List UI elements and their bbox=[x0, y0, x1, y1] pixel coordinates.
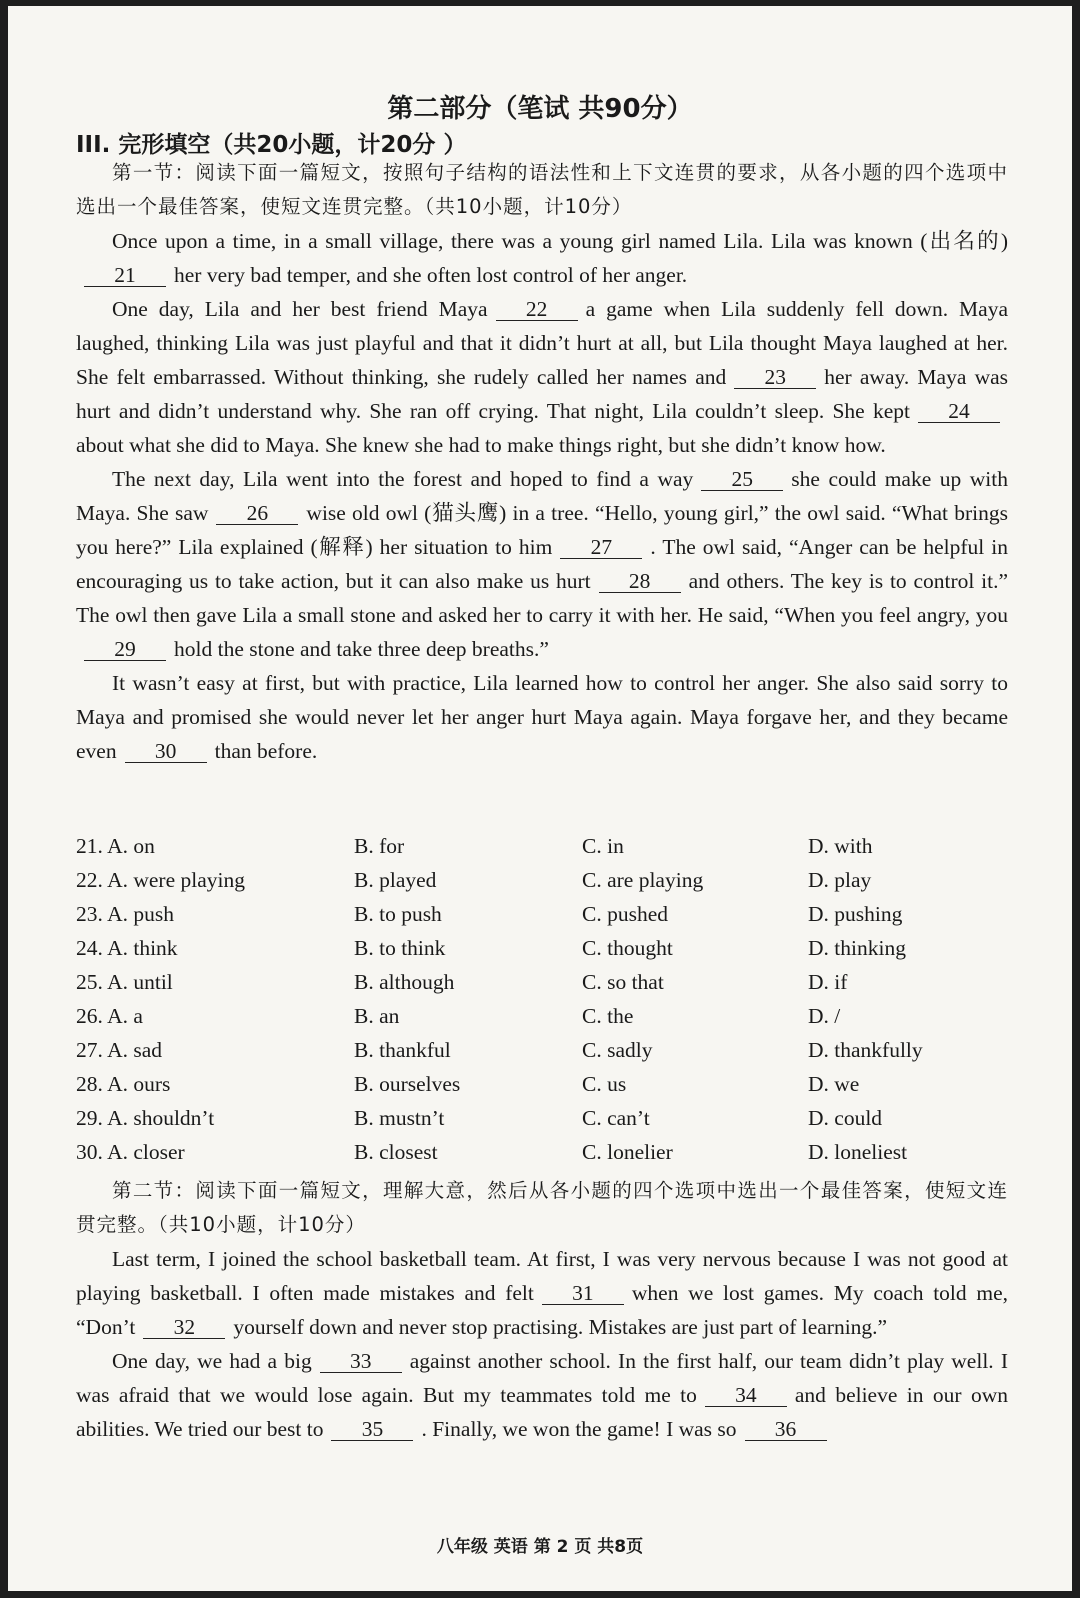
blank-27[interactable]: 27 bbox=[560, 536, 642, 559]
option-b[interactable]: B. closest bbox=[354, 1140, 438, 1164]
blank-23[interactable]: 23 bbox=[734, 366, 816, 389]
option-row-23 bbox=[76, 902, 1008, 936]
blank-21[interactable]: 21 bbox=[84, 264, 166, 287]
option-row-26 bbox=[76, 1004, 1008, 1038]
option-c[interactable]: C. sadly bbox=[582, 1038, 653, 1062]
option-a[interactable]: 30. A. closer bbox=[76, 1140, 185, 1164]
option-d[interactable]: D. thankfully bbox=[808, 1038, 923, 1062]
option-d[interactable]: D. pushing bbox=[808, 902, 903, 926]
section-heading: III. 完形填空（共20小题，计20分 ） bbox=[76, 132, 467, 158]
option-row-22 bbox=[76, 868, 1008, 902]
option-d[interactable]: D. thinking bbox=[808, 936, 906, 960]
option-d[interactable]: D. loneliest bbox=[808, 1140, 908, 1164]
blank-25[interactable]: 25 bbox=[701, 468, 783, 491]
option-b[interactable]: B. for bbox=[354, 834, 405, 858]
blank-31[interactable]: 31 bbox=[542, 1282, 624, 1305]
part-title: 第二部分（笔试 共90分） bbox=[387, 94, 693, 124]
paragraph: Last term, I joined the school basketball team. At first, I was very nervous because I was not good at playing basketball. I often made mistakes and felt 31 when we lost games. My coach told me, “Don’t 32 yourself down and never stop practising. Mistakes are just part of learning.” bbox=[76, 1247, 1009, 1339]
blank-36[interactable]: 36 bbox=[745, 1418, 827, 1441]
option-row-21 bbox=[76, 834, 1008, 868]
blank-33[interactable]: 33 bbox=[320, 1350, 402, 1373]
paragraph: The next day, Lila went into the forest and hoped to find a way 25 she could make up with Maya. She saw 26 wise old owl (猫头鹰) in a tree. “Hello, young girl,” the owl said. “What brings you here?” Lila explained (解释) her situation to him 27 . The owl said, “Anger can be helpful in encouraging us to take action, but it can also make us hurt 28 and others. The key is to control it.” The owl then gave Lila a small stone and asked her to carry it with her. He said, “When you feel angry, you29 hold the stone and take three deep breaths.” bbox=[76, 467, 1008, 661]
option-d[interactable]: D. play bbox=[808, 868, 872, 892]
blank-28[interactable]: 28 bbox=[599, 570, 681, 593]
option-row-25 bbox=[76, 970, 1008, 1004]
option-b[interactable]: B. although bbox=[354, 970, 455, 994]
option-c[interactable]: C. us bbox=[582, 1072, 627, 1096]
option-row-30 bbox=[76, 1140, 1008, 1174]
option-c[interactable]: C. the bbox=[582, 1004, 634, 1028]
option-d[interactable]: D. if bbox=[808, 970, 848, 994]
paragraph: One day, Lila and her best friend Maya 22 a game when Lila suddenly fell down. Maya laughed, thinking Lila was just playful and that it didn’t hurt at all, but Lila thought Maya laughed at her. She felt embarrassed. Without thinking, she rudely called her names and 23 her away. Maya was hurt and didn’t understand why. She ran off crying. That night, Lila couldn’t sleep. She kept 24about what she did to Maya. She knew she had to make things right, but she didn’t know how. bbox=[76, 297, 1009, 457]
option-c[interactable]: C. can’t bbox=[582, 1106, 650, 1130]
option-a[interactable]: 21. A. on bbox=[76, 834, 155, 858]
option-c[interactable]: C. pushed bbox=[582, 902, 668, 926]
option-b[interactable]: B. to push bbox=[354, 902, 442, 926]
part2-passage bbox=[76, 1174, 1008, 1446]
paragraph: One day, we had a big 33 against another school. In the first half, our team didn’t play well. I was afraid that we would lose again. But my teammates told me to 34 and believe in our own abilities. We tried our best to 35 . Finally, we won the game! I was so 36 bbox=[76, 1349, 1008, 1441]
option-row-28 bbox=[76, 1072, 1008, 1106]
blank-30[interactable]: 30 bbox=[125, 740, 207, 763]
option-c[interactable]: C. are playing bbox=[582, 868, 704, 892]
option-a[interactable]: 24. A. think bbox=[76, 936, 178, 960]
part1-passage bbox=[76, 156, 1008, 768]
part2-instruction: 第二节：阅读下面一篇短文，理解大意，然后从各小题的四个选项中选出一个最佳答案，使短文连贯完整。（共10小题，计10分） bbox=[76, 1179, 1008, 1236]
blank-34[interactable]: 34 bbox=[705, 1384, 787, 1407]
option-c[interactable]: C. in bbox=[582, 834, 624, 858]
exam-page bbox=[8, 6, 1072, 1591]
option-b[interactable]: B. played bbox=[354, 868, 437, 892]
option-a[interactable]: 27. A. sad bbox=[76, 1038, 162, 1062]
option-a[interactable]: 26. A. a bbox=[76, 1004, 143, 1028]
option-b[interactable]: B. to think bbox=[354, 936, 446, 960]
option-row-24 bbox=[76, 936, 1008, 970]
option-a[interactable]: 23. A. push bbox=[76, 902, 174, 926]
option-c[interactable]: C. thought bbox=[582, 936, 673, 960]
option-row-29 bbox=[76, 1106, 1008, 1140]
option-d[interactable]: D. with bbox=[808, 834, 873, 858]
option-b[interactable]: B. ourselves bbox=[354, 1072, 461, 1096]
option-row-27 bbox=[76, 1038, 1008, 1072]
option-c[interactable]: C. lonelier bbox=[582, 1140, 673, 1164]
option-b[interactable]: B. mustn’t bbox=[354, 1106, 445, 1130]
option-a[interactable]: 29. A. shouldn’t bbox=[76, 1106, 215, 1130]
blank-24[interactable]: 24 bbox=[918, 400, 1000, 423]
option-a[interactable]: 28. A. ours bbox=[76, 1072, 171, 1096]
option-d[interactable]: D. / bbox=[808, 1004, 841, 1028]
blank-35[interactable]: 35 bbox=[331, 1418, 413, 1441]
option-d[interactable]: D. could bbox=[808, 1106, 883, 1130]
blank-32[interactable]: 32 bbox=[143, 1316, 225, 1339]
option-c[interactable]: C. so that bbox=[582, 970, 664, 994]
blank-29[interactable]: 29 bbox=[84, 638, 166, 661]
option-b[interactable]: B. an bbox=[354, 1004, 400, 1028]
part1-instruction: 第一节：阅读下面一篇短文，按照句子结构的语法性和上下文连贯的要求，从各小题的四个选项中选出一个最佳答案，使短文连贯完整。（共10小题，计10分） bbox=[76, 161, 1008, 218]
option-a[interactable]: 25. A. until bbox=[76, 970, 173, 994]
paragraph: Once upon a time, in a small village, there was a young girl named Lila. Lila was known (出名的)21 her very bad temper, and she often lost control of her anger. bbox=[76, 224, 1008, 292]
options-list bbox=[76, 834, 1008, 1174]
option-d[interactable]: D. we bbox=[808, 1072, 860, 1096]
option-b[interactable]: B. thankful bbox=[354, 1038, 451, 1062]
option-a[interactable]: 22. A. were playing bbox=[76, 868, 245, 892]
paragraph: It wasn’t easy at first, but with practice, Lila learned how to control her anger. She also said sorry to Maya and promised she would never let her anger hurt Maya again. Maya forgave her, and they became even 30 than before. bbox=[76, 671, 1008, 763]
blank-22[interactable]: 22 bbox=[496, 298, 578, 321]
blank-26[interactable]: 26 bbox=[216, 502, 298, 525]
page-footer: 八年级 英语 第 2 页 共8页 bbox=[436, 1537, 644, 1557]
